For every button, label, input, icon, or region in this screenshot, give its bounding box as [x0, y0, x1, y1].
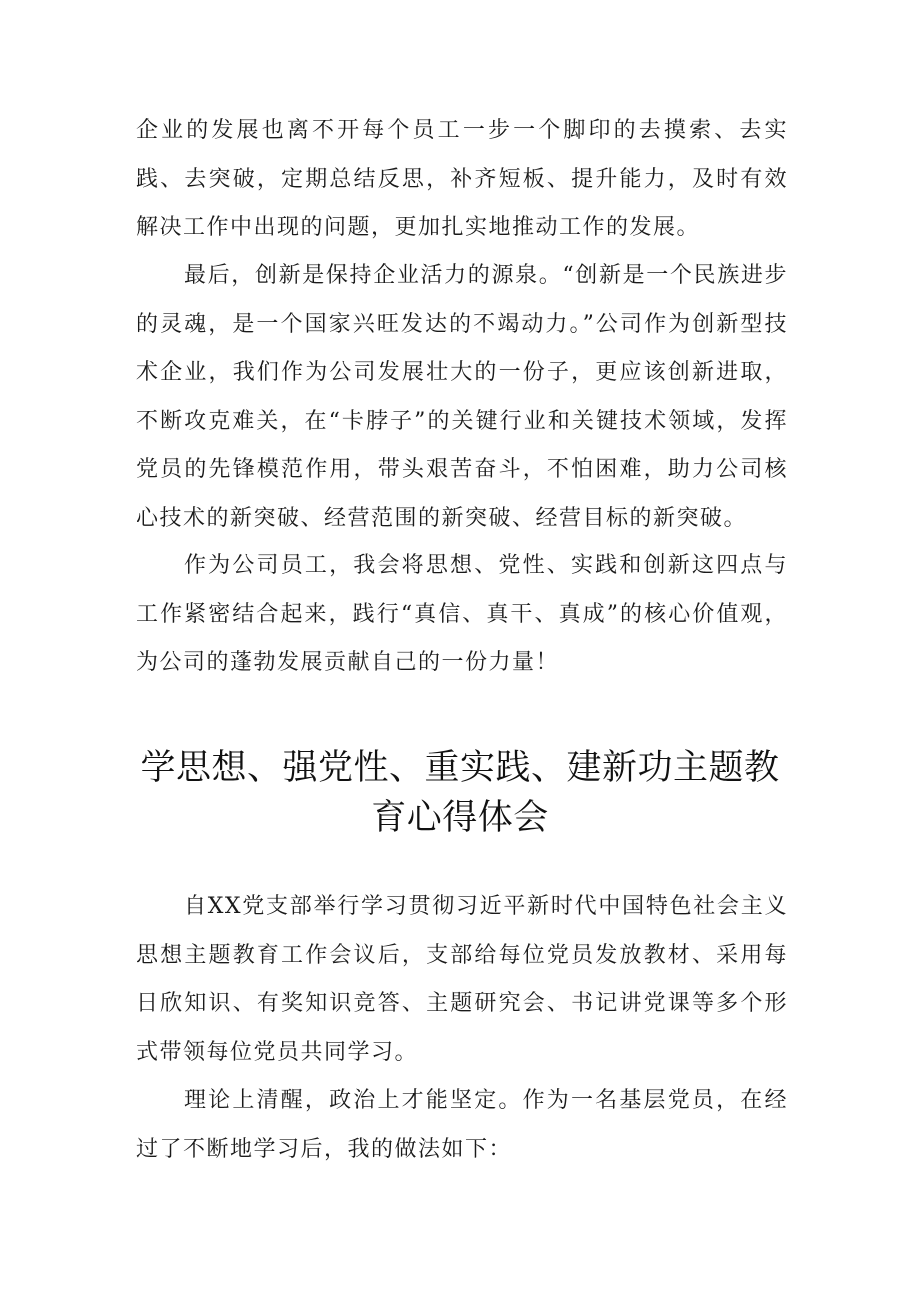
paragraph-continuation: 企业的发展也离不开每个员工一步一个脚印的去摸索、去实践、去突破，定期总结反思，补齐短板、提升能力，及时有效解决工作中出现的问题，更加扎实地推动工作的发展。: [136, 118, 788, 240]
paragraph-theory: 理论上清醒，政治上才能坚定。作为一名基层党员，在经过了不断地学习后，我的做法如下：: [136, 1088, 788, 1162]
paragraph-intro: 自XX党支部举行学习贯彻习近平新时代中国特色社会主义思想主题教育工作会议后，支部给每位党员发放教材、采用每日欣知识、有奖知识竞答、主题研究会、书记讲党课等多个形式带领每位党员共同学习。: [136, 894, 788, 1065]
article-title-line-2: 育心得体会: [371, 798, 549, 838]
article-title-line-1: 学思想、强党性、重实践、建新功主题教: [140, 748, 780, 788]
paragraph-conclusion: 作为公司员工，我会将思想、党性、实践和创新这四点与工作紧密结合起来，践行“真信、真干、真成”的核心价值观，为公司的蓬勃发展贡献自己的一份力量！: [136, 553, 788, 675]
paragraph-innovation: 最后，创新是保持企业活力的源泉。“创新是一个民族进步的灵魂，是一个国家兴旺发达的不竭动力。”公司作为创新型技术企业，我们作为公司发展壮大的一份子，更应该创新进取，不断攻克难关，在“卡脖子”的关键行业和关键技术领域，发挥党员的先锋模范作用，带头艰苦奋斗，不怕困难，助力公司核心技术的新突破、经营范围的新突破、经营目标的新突破。: [136, 263, 788, 531]
